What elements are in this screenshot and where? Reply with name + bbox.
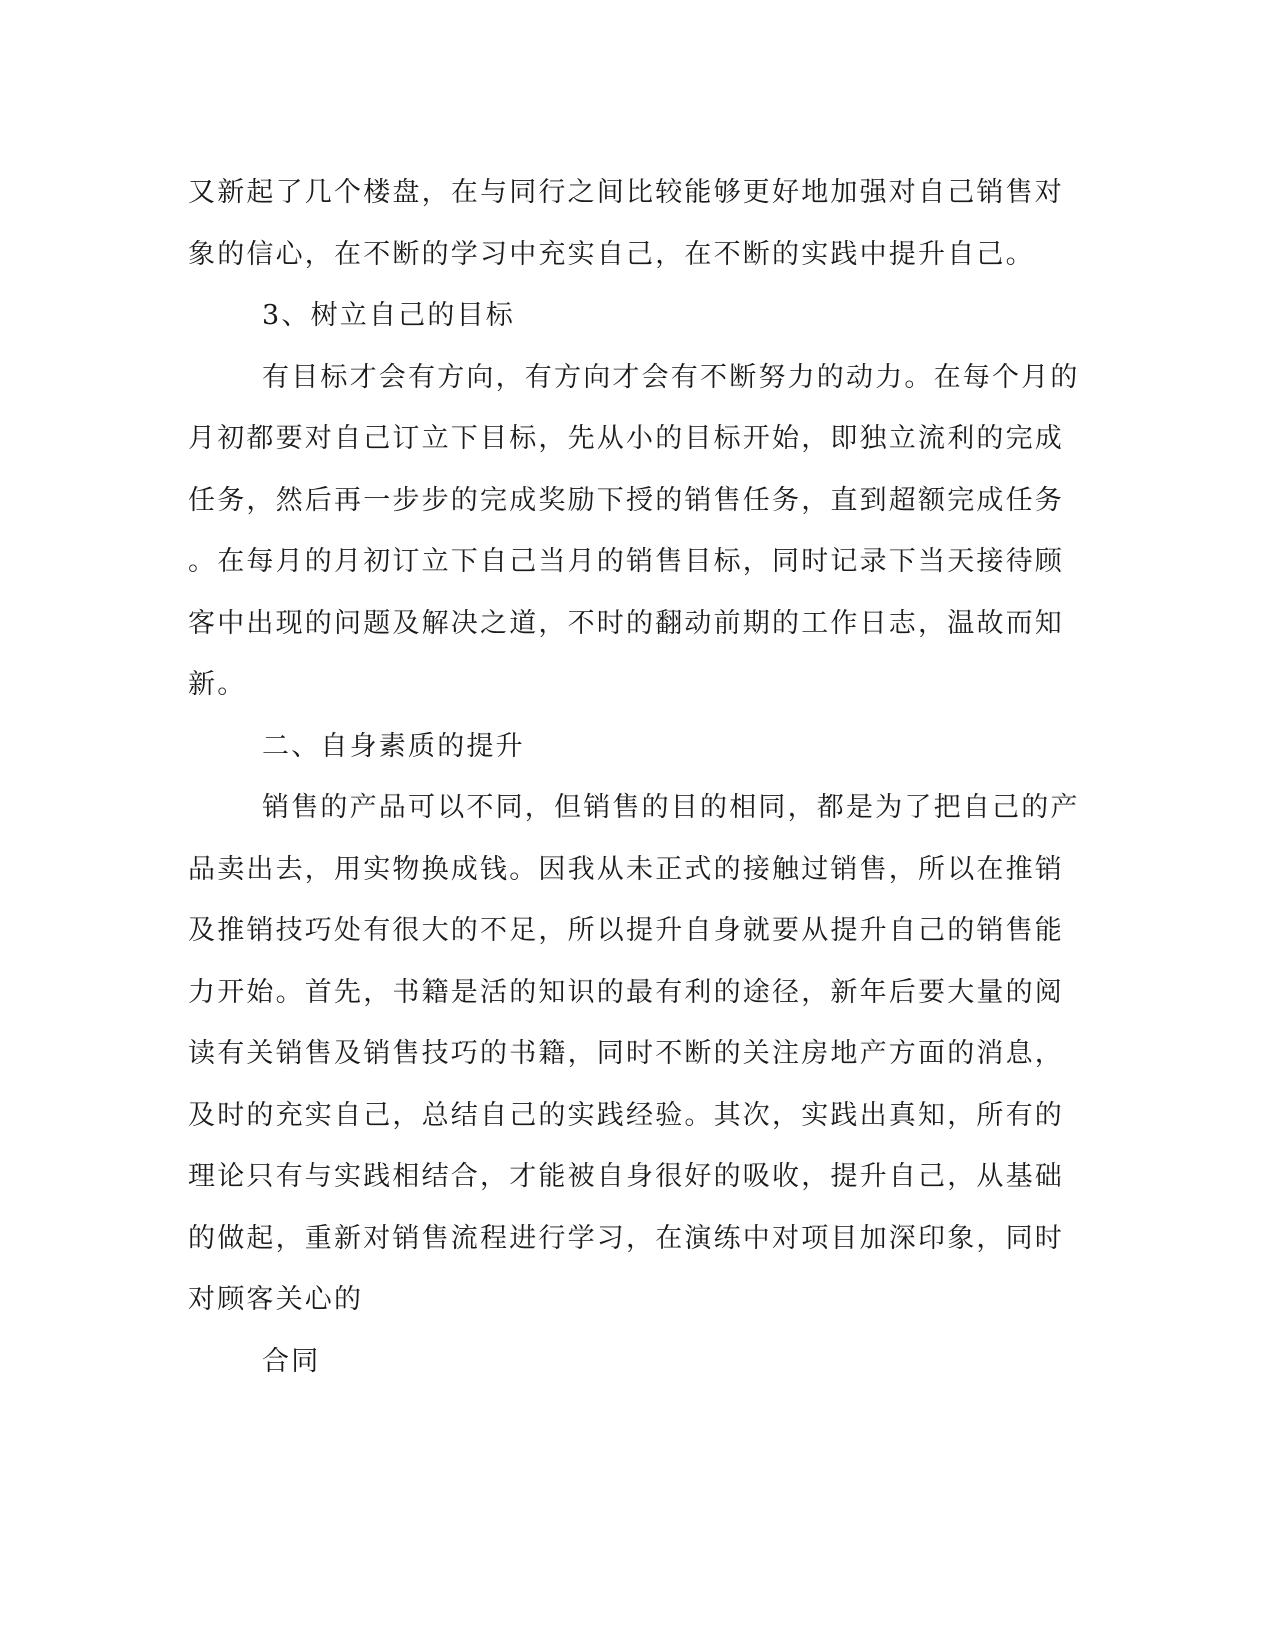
- paragraph-line: 销售的产品可以不同，但销售的目的相同，都是为了把自己的产: [262, 792, 1080, 823]
- paragraph-line: 力开始。首先，书籍是活的知识的最有利的途径，新年后要大量的阅: [188, 976, 1064, 1008]
- document-body: [188, 162, 1080, 1392]
- paragraph-line: 。在每月的月初订立下自己当月的销售目标，同时记录下当天接待顾: [188, 546, 1064, 577]
- paragraph-line: 又新起了几个楼盘，在与同行之间比较能够更好地加强对自己销售对: [188, 177, 1064, 208]
- paragraph-line: 对顾客关心的: [188, 1284, 364, 1315]
- section-heading: 3、树立自己的目标: [262, 300, 515, 331]
- paragraph-line: 有目标才会有方向，有方向才会有不断努力的动力。在每个月的: [262, 361, 1080, 393]
- trailing-label: 合同: [262, 1345, 321, 1377]
- paragraph-line: 任务，然后再一步步的完成奖励下授的销售任务，直到超额完成任务: [188, 484, 1064, 516]
- paragraph-line: 读有关销售及销售技巧的书籍，同时不断的关注房地产方面的消息，: [188, 1038, 1064, 1069]
- paragraph-line: 理论只有与实践相结合，才能被自身很好的吸收，提升自己，从基础: [188, 1161, 1064, 1192]
- section-heading: 二、自身素质的提升: [262, 730, 525, 762]
- paragraph-line: 月初都要对自己订立下目标，先从小的目标开始，即独立流利的完成: [188, 423, 1064, 454]
- paragraph-line: 象的信心，在不断的学习中充实自己，在不断的实践中提升自己。: [188, 238, 1035, 270]
- paragraph-line: 的做起，重新对销售流程进行学习，在演练中对项目加深印象，同时: [188, 1222, 1064, 1254]
- paragraph-line: 品卖出去，用实物换成钱。因我从未正式的接触过销售，所以在推销: [188, 853, 1064, 885]
- paragraph-line: 及推销技巧处有很大的不足，所以提升自身就要从提升自己的销售能: [188, 915, 1064, 946]
- paragraph-line: 新。: [188, 669, 247, 700]
- paragraph-line: 及时的充实自己，总结自己的实践经验。其次，实践出真知，所有的: [188, 1099, 1064, 1131]
- paragraph-line: 客中出现的问题及解决之道，不时的翻动前期的工作日志，温故而知: [188, 607, 1064, 639]
